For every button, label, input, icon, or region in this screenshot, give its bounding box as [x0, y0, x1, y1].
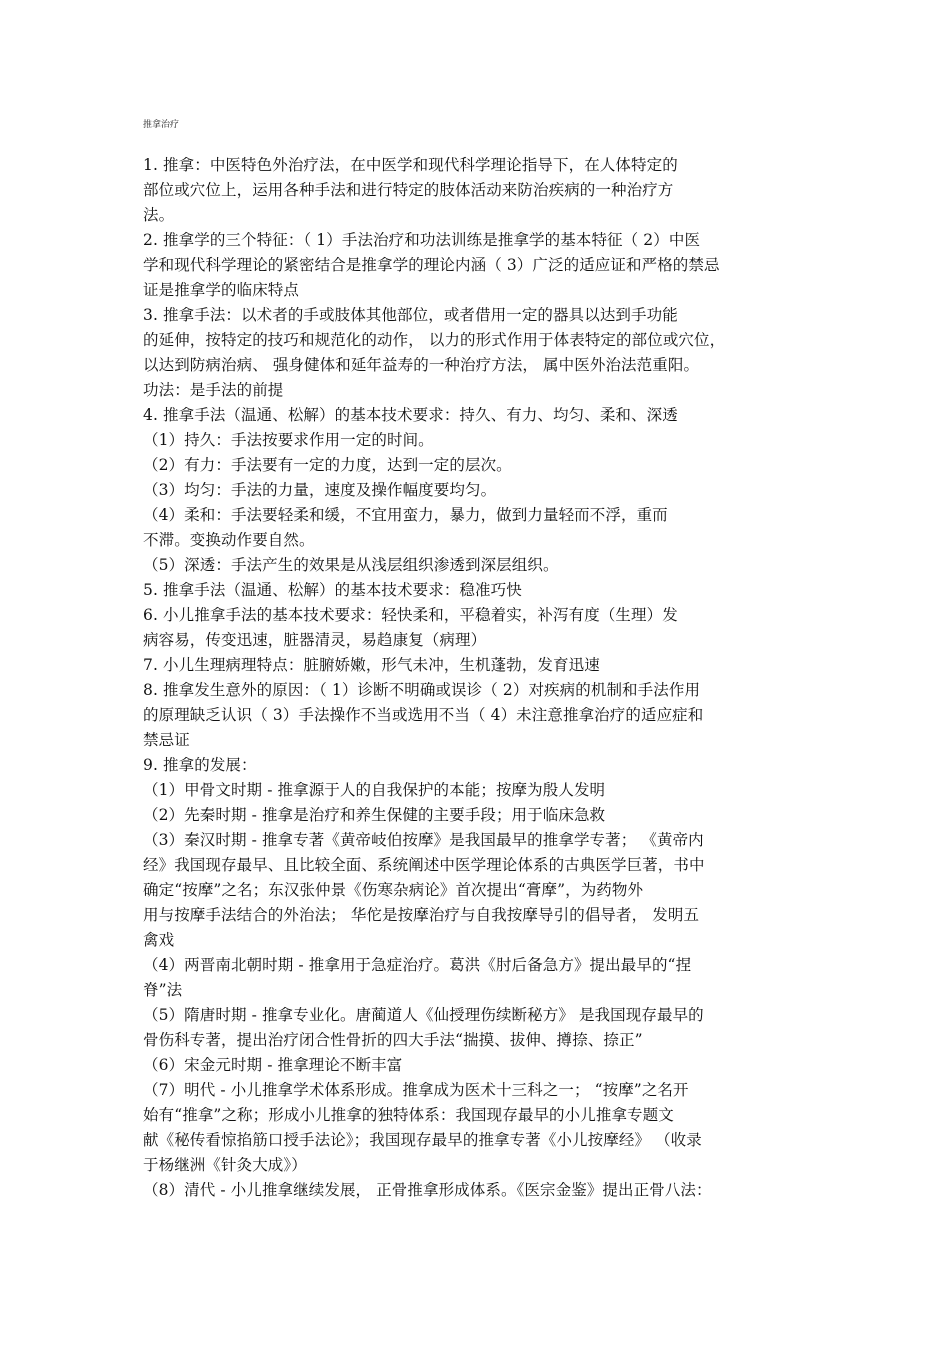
- text-line: （4）柔和：手法要轻柔和缓，不宜用蛮力，暴力，做到力量轻而不浮，重而: [143, 506, 668, 524]
- text-line: 7. 小儿生理病理特点：脏腑娇嫩，形气未冲，生机蓬勃，发育迅速: [143, 656, 600, 674]
- text-line: 骨伤科专著，提出治疗闭合性骨折的四大手法“揣摸、拔伸、撙捺、捺正”: [143, 1031, 643, 1049]
- text-line: 6. 小儿推拿手法的基本技术要求：轻快柔和，平稳着实，补泻有度（生理）发: [143, 606, 678, 624]
- text-line: 禁忌证: [143, 731, 190, 749]
- text-line: （1）持久：手法按要求作用一定的时间。: [143, 431, 434, 449]
- text-line: 于杨继洲《针灸大成》）: [143, 1156, 307, 1174]
- text-line: 证是推拿学的临床特点: [143, 281, 300, 299]
- text-line: 以达到防病治病、 强身健体和延年益寿的一种治疗方法， 属中医外治法范重阳。: [143, 356, 700, 374]
- text-line: 4. 推拿手法（温通、松解）的基本技术要求：持久、有力、均匀、柔和、深透: [143, 406, 678, 424]
- text-line: （5）深透：手法产生的效果是从浅层组织渗透到深层组织。: [143, 556, 559, 574]
- text-line: 部位或穴位上，运用各种手法和进行特定的肢体活动来防治疾病的一种治疗方: [143, 181, 674, 199]
- text-line: 始有“推拿”之称；形成小儿推拿的独特体系：我国现存最早的小儿推拿专题文: [143, 1106, 674, 1124]
- text-line: （6）宋金元时期 - 推拿理论不断丰富: [143, 1056, 403, 1074]
- text-line: （3）秦汉时期 - 推拿专著《黄帝岐伯按摩》是我国最早的推拿学专著； 《黄帝内: [143, 831, 704, 849]
- text-line: 3. 推拿手法：以术者的手或肢体其他部位，或者借用一定的器具以达到手功能: [143, 306, 678, 324]
- text-line: 用与按摩手法结合的外治法； 华佗是按摩治疗与自我按摩导引的倡导者， 发明五: [143, 906, 700, 924]
- text-line: 禽戏: [143, 931, 175, 949]
- text-line: （8）清代 - 小儿推拿继续发展， 正骨推拿形成体系。《医宗金鉴》提出正骨八法：: [143, 1181, 712, 1199]
- text-line: 经》我国现存最早、且比较全面、系统阐述中医学理论体系的古典医学巨著，书中: [143, 856, 705, 874]
- text-line: 9. 推拿的发展：: [143, 756, 257, 774]
- text-line: 的原理缺乏认识（ 3）手法操作不当或选用不当（ 4）未注意推拿治疗的适应症和: [143, 706, 704, 724]
- text-line: 学和现代科学理论的紧密结合是推拿学的理论内涵（ 3）广泛的适应证和严格的禁忌: [143, 256, 720, 274]
- text-line: （5）隋唐时期 - 推拿专业化。唐蔺道人《仙授理伤续断秘方》 是我国现存最早的: [143, 1006, 704, 1024]
- text-line: 病容易，传变迅速，脏器清灵，易趋康复（病理）: [143, 631, 487, 649]
- page-header: 推拿治疗: [143, 120, 180, 130]
- text-line: 献《秘传看惊掐筋口授手法论》；我国现存最早的推拿专著《小儿按摩经》 （收录: [143, 1131, 702, 1149]
- text-line: （1）甲骨文时期 - 推拿源于人的自我保护的本能；按摩为殷人发明: [143, 781, 606, 799]
- text-line: 功法：是手法的前提: [143, 381, 284, 399]
- document-body: [143, 153, 808, 1203]
- text-line: 确定“按摩”之名；东汉张仲景《伤寒杂病论》首次提出“膏摩”，为药物外: [143, 881, 644, 899]
- text-line: 脊”法: [143, 981, 183, 999]
- text-line: （4）两晋南北朝时期 - 推拿用于急症治疗。葛洪《肘后备急方》提出最早的“捏: [143, 956, 692, 974]
- text-line: （2）先秦时期 - 推拿是治疗和养生保健的主要手段；用于临床急救: [143, 806, 606, 824]
- text-line: （7）明代 - 小儿推拿学术体系形成。推拿成为医术十三科之一； “按摩”之名开: [143, 1081, 689, 1099]
- text-line: 1. 推拿：中医特色外治疗法，在中医学和现代科学理论指导下，在人体特定的: [143, 156, 678, 174]
- text-line: 5. 推拿手法（温通、松解）的基本技术要求：稳准巧快: [143, 581, 522, 599]
- text-line: 法。: [143, 206, 175, 224]
- text-line: 不滞。变换动作要自然。: [143, 531, 315, 549]
- text-line: （3）均匀：手法的力量，速度及操作幅度要均匀。: [143, 481, 497, 499]
- text-line: 的延伸，按特定的技巧和规范化的动作， 以力的形式作用于体表特定的部位或穴位，: [143, 331, 726, 349]
- text-line: 2. 推拿学的三个特征：（ 1）手法治疗和功法训练是推拿学的基本特征（ 2）中医: [143, 231, 701, 249]
- text-line: 8. 推拿发生意外的原因：（ 1）诊断不明确或误诊（ 2）对疾病的机制和手法作用: [143, 681, 701, 699]
- text-line: （2）有力：手法要有一定的力度，达到一定的层次。: [143, 456, 512, 474]
